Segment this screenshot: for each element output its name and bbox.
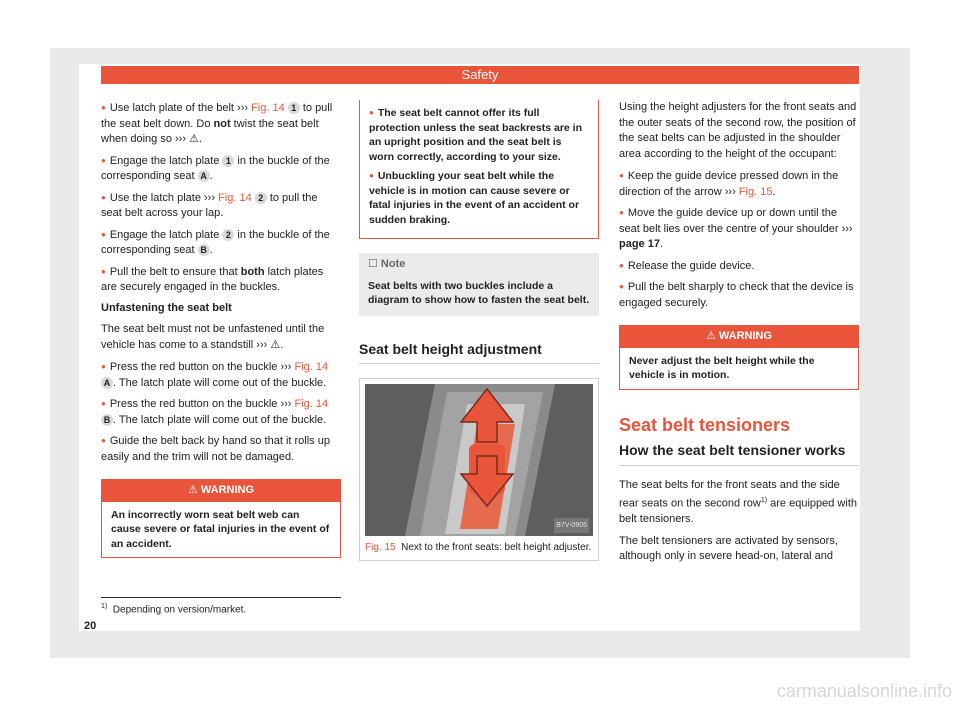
callout-letter: A bbox=[101, 377, 113, 389]
fig-link[interactable]: Fig. 14 bbox=[294, 398, 329, 410]
callout-letter: B bbox=[198, 244, 210, 256]
figure-caption: Fig. 15 Next to the front seats: belt height adjuster. bbox=[365, 542, 592, 553]
bullet-item: ● The seat belt cannot offer its full protection unless the seat backrests are in an upright position and the seat belt is worn correctly, according to your size. bbox=[369, 106, 589, 164]
figure-code: B7V-0906 bbox=[554, 518, 589, 534]
paragraph: Using the height adjusters for the front seats and the outer seats of the second row, the position of the seat belts can be adjusted in the shoulder area according to the height of the occupant: bbox=[619, 101, 857, 160]
warning-icon: ⚠ bbox=[705, 330, 719, 342]
bullet-item: ● Keep the guide device pressed down in the direction of the arrow ››› Fig. 15. bbox=[619, 168, 859, 200]
footnote-marker: 1) bbox=[760, 497, 768, 504]
callout-number: 2 bbox=[222, 229, 234, 241]
bullet-item: ● Engage the latch plate 2 in the buckle of the corresponding seat B . bbox=[101, 227, 341, 259]
callout-number: 2 bbox=[255, 192, 267, 204]
bullet-item: ● Unbuckling your seat belt while the vehicle is in motion can cause severe or fatal injuries in the event of an accident or sudden braking. bbox=[369, 169, 589, 227]
warning-body: Never adjust the belt height while the vehicle is in motion. bbox=[629, 354, 815, 381]
paragraph: The seat belts for the front seats and the side rear seats on the second row$^{1)}$ are equipped with belt tensioners. bbox=[619, 478, 857, 526]
fig-link[interactable]: Fig. 14 bbox=[218, 191, 252, 204]
fig-link[interactable]: Fig. 14 bbox=[294, 361, 329, 373]
watermark: carmanualsonline.info bbox=[776, 681, 952, 701]
callout-letter: A bbox=[198, 170, 210, 182]
note-icon: ☐ bbox=[368, 258, 381, 270]
page-number: 20 bbox=[84, 620, 97, 632]
note-header: ☐ Note bbox=[368, 258, 406, 270]
warning-box bbox=[619, 325, 859, 390]
bullet-item: ● Use latch plate of the belt ››› Fig. 14 1 to pull the seat belt down. Do not twist the seat belt when doing so ››› ⚠. bbox=[101, 100, 341, 148]
warning-body bbox=[360, 100, 598, 238]
column-right bbox=[619, 100, 859, 571]
callout-number: 1 bbox=[222, 155, 234, 167]
fig-link[interactable]: Fig. 14 bbox=[251, 102, 285, 114]
warning-header: ⚠ WARNING bbox=[620, 326, 858, 348]
warning-icon: ⚠ bbox=[187, 484, 201, 496]
page-link[interactable]: page 17 bbox=[619, 238, 660, 250]
paragraph: The seat belt must not be unfastened until the vehicle has come to a standstill ››› ⚠. bbox=[101, 323, 325, 351]
footnote: $^{1)}$ Depending on version/market. bbox=[101, 597, 341, 615]
bullet-item: ● Guide the belt back by hand so that it rolls up easily and the trim will not be damaged. bbox=[101, 433, 341, 465]
paragraph: The belt tensioners are activated by sensors, although only in severe head-on, lateral and bbox=[619, 534, 838, 563]
page-header: Safety bbox=[101, 66, 859, 84]
bullet-item: ● Engage the latch plate 1 in the buckle of the corresponding seat A . bbox=[101, 153, 341, 185]
callout-number: 1 bbox=[288, 102, 300, 114]
subheading: Unfastening the seat belt bbox=[101, 301, 232, 314]
belt-height-adjuster-image bbox=[365, 384, 593, 536]
bullet-item: ● Release the guide device. bbox=[619, 258, 859, 275]
note-box bbox=[359, 253, 599, 316]
bullet-item: ● Use the latch plate ››› Fig. 14 2 to pull the seat belt across your lap. bbox=[101, 190, 341, 222]
warning-box bbox=[101, 479, 341, 558]
bullet-item: ● Move the guide device up or down until the seat belt lies over the centre of your shoulder ››› page 17. bbox=[619, 205, 859, 253]
warning-header: ⚠ WARNING bbox=[102, 480, 340, 502]
section-heading: Seat belt height adjustment bbox=[359, 342, 599, 365]
callout-letter: B bbox=[101, 414, 113, 426]
bullet-item: ● Press the red button on the buckle ››› Fig. 14 A . The latch plate will come out of the buckle. bbox=[101, 359, 341, 391]
warning-box-continued bbox=[359, 100, 599, 239]
figure bbox=[359, 378, 599, 561]
note-body: Seat belts with two buckles include a diagram to show how to fasten the seat belt. bbox=[368, 279, 590, 306]
column-left bbox=[101, 100, 341, 558]
chapter-heading: Seat belt tensioners bbox=[619, 414, 791, 435]
column-middle bbox=[359, 100, 599, 561]
section-heading: How the seat belt tensioner works bbox=[619, 443, 859, 466]
warning-body: An incorrectly worn seat belt web can cause severe or fatal injuries in the event of an accident. bbox=[111, 508, 330, 550]
bullet-item: ● Pull the belt sharply to check that the device is engaged securely. bbox=[619, 279, 859, 311]
fig-link[interactable]: Fig. 15 bbox=[738, 185, 773, 198]
belt-adjuster-illustration bbox=[365, 384, 593, 536]
bullet-item: ● Pull the belt to ensure that both latch plates are securely engaged in the buckles. bbox=[101, 264, 341, 296]
bullet-item: ● Press the red button on the buckle ››› Fig. 14 B . The latch plate will come out of the buckle. bbox=[101, 396, 341, 428]
